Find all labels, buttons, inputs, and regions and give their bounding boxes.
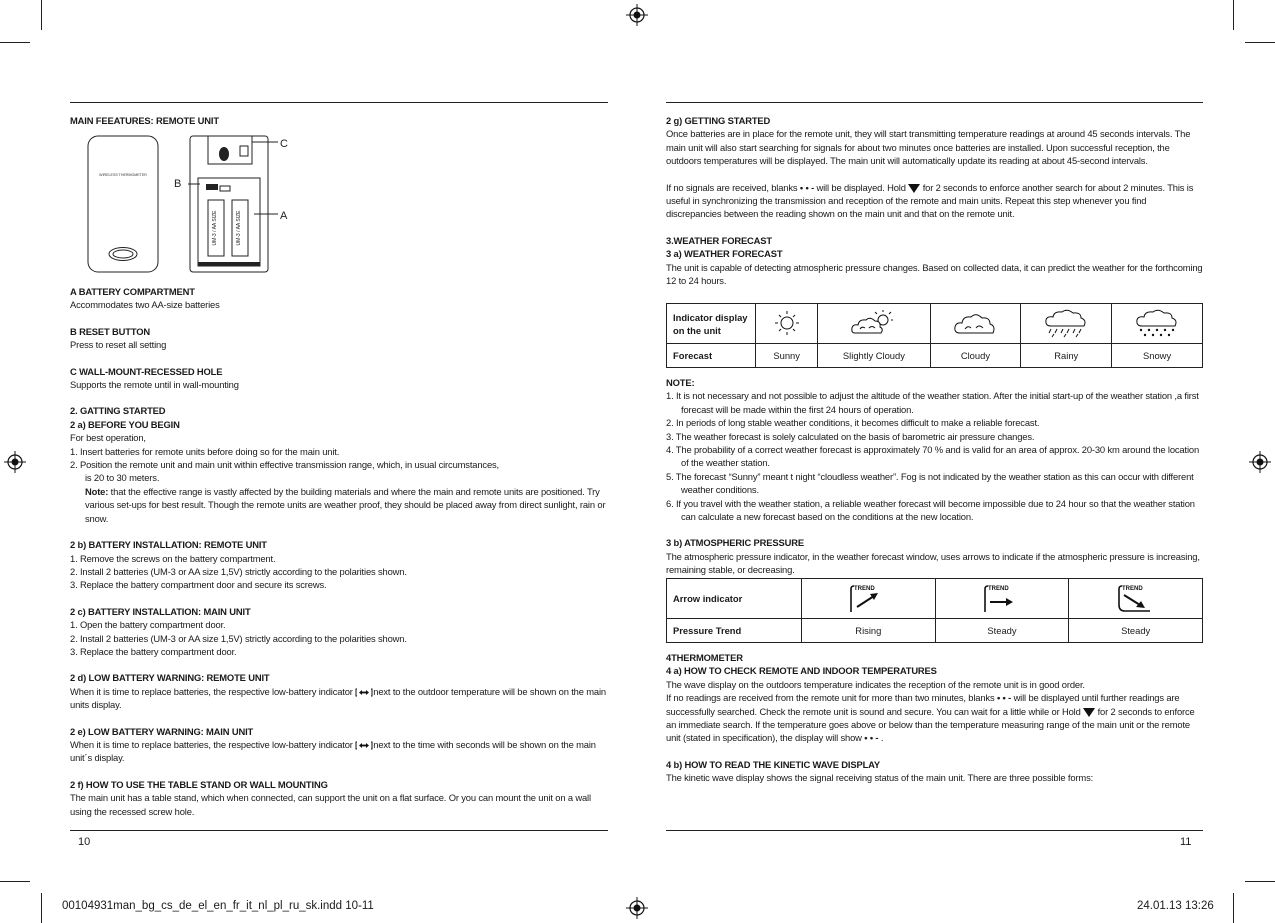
note-item: 1. It is not necessary and not possible to adjust the altitude of the weather station. After the initial start-up of the weather station ,a first forecast will be made within the first 24 hours of operation. (666, 390, 1199, 415)
section-2-title: 2. GATTING STARTED (70, 405, 166, 417)
section-2g-title: 2 g) GETTING STARTED (666, 115, 771, 126)
note-paragraph (70, 485, 610, 525)
rain-icon (1021, 304, 1112, 344)
left-page-content (70, 285, 610, 818)
section-4b-title: 4 b) HOW TO READ THE KINETIC WAVE DISPLAY (666, 758, 881, 770)
forecast-value: Rainy (1021, 344, 1112, 368)
forecast-value: Slightly Cloudy (818, 344, 930, 368)
down-triangle-icon (1083, 708, 1095, 717)
section-2g-p2 (666, 181, 1203, 221)
right-page-content-top (666, 114, 1203, 287)
bottom-rule (70, 830, 608, 831)
label-b: B (174, 178, 182, 190)
page-title: MAIN FEEATURES: REMOTE UNIT (70, 115, 219, 126)
section-2e-title: 2 e) LOW BATTERY WARNING: MAIN UNIT (70, 725, 254, 737)
part-a-title: A BATTERY COMPARTMENT (70, 286, 195, 297)
list-item: 3. Replace the battery compartment door and secure its screws. (70, 579, 327, 591)
remote-unit-figure (80, 132, 300, 278)
note-label: Note: (85, 485, 109, 497)
section-4a-line1: The wave display on the outdoors temperature indicates the reception of the remote unit is in good order. (666, 678, 1085, 690)
note-item: 6. If you travel with the weather station, a reliable weather forecast will become impossible due to 24 hour so that the weather station can calculate a new forecast based on the conditions at the new location. (666, 497, 1195, 523)
down-triangle-icon (908, 184, 920, 193)
list-item: 1. Insert batteries for remote units before doing so for the main unit. (70, 445, 340, 457)
part-b-desc: Press to reset all setting (70, 339, 167, 351)
battery-text: UM-3 / AA SIZE (212, 210, 218, 246)
section-4-title: 4THERMOMETER (666, 652, 743, 663)
right-page (638, 0, 1275, 923)
note-title: NOTE: (666, 377, 695, 388)
snow-icon (1112, 304, 1203, 344)
part-c-title: C WALL-MOUNT-RECESSED HOLE (70, 365, 223, 377)
forecast-value: Snowy (1112, 344, 1203, 368)
trend-word: TREND (854, 585, 875, 592)
list-item: 2. Install 2 batteries (UM-3 or AA size 1,5V) strictly according to the polarities shown. (70, 565, 407, 577)
list-item: 2. Install 2 batteries (UM-3 or AA size 1,5V) strictly according to the polarities shown. (70, 632, 407, 644)
section-2g-p1: Once batteries are in place for the remote unit, they will start transmitting temperature readings at around 45 seconds intervals. The main unit will also start searching for signals for about two minutes once batteries are installed. Upon successful reception, the outdoors temperatures will be displayed. The main unit will automatically update its reading at about 45-second intervals. (666, 128, 1191, 167)
page-number: 10 (78, 836, 91, 848)
section-2e-text (70, 738, 610, 765)
text-part: for 2 seconds to enforce an immediate search. If the temperature goes above or below than the temperature measuring range of the main unit or the remote unit (stated in specification), the display will show (666, 705, 1195, 744)
section-2d-text (70, 685, 610, 712)
note-item: 2. In periods of long stable weather conditions, it becomes difficult to make a reliable forecast. (666, 417, 1040, 429)
forecast-value: Cloudy (930, 344, 1021, 368)
section-3b-title: 3 b) ATMOSPHERIC PRESSURE (666, 537, 804, 549)
text-part: will be displayed. Hold (814, 181, 909, 193)
trend-down-icon (1069, 579, 1203, 619)
low-battery-icon (355, 741, 373, 750)
section-2a-intro: For best operation, (70, 432, 146, 444)
trend-word: TREND (1121, 585, 1143, 592)
section-2f-text: The main unit has a table stand, which when connected, can support the unit on a flat surface. Or you can mount the unit on a wall using the recessed screw hole. (70, 792, 591, 817)
wall-mount-hole (219, 147, 229, 161)
list-item: 1. Remove the screws on the battery compartment. (70, 552, 276, 564)
sun-icon (756, 304, 818, 344)
forecast-table (666, 303, 1203, 368)
text-part: If no signals are received, blanks (666, 181, 800, 193)
trend-value: Steady (935, 619, 1069, 643)
note-item: 4. The probability of a correct weather forecast is approximately 70 % and is valid for an area of approx. 20-30 km around the location of the weather station. (666, 444, 1200, 469)
pressure-table (666, 578, 1203, 643)
text-part: will be displayed until further readings are successfully searched. Check the remote unit is sound and secure. You can wait for a little while or Hold (666, 692, 1180, 717)
low-battery-icon (355, 688, 373, 697)
bottom-rule (666, 830, 1203, 831)
label-c: C (280, 138, 288, 150)
battery-text: UM-3 / AA SIZE (236, 210, 242, 246)
text-part: for 2 seconds to enforce another search for about 2 minutes. This is useful in synchronizing the transmission and reception of the remote and main units. Repeat this step whenever you find discrepancies between the reading shown on the main unit and that on the remote unit. (666, 181, 1194, 220)
blank-display-icon: • • - (996, 692, 1012, 704)
blank-display-icon: • • - (799, 181, 815, 193)
section-4a-paragraph (666, 691, 1203, 745)
section-2f-title: 2 f) HOW TO USE THE TABLE STAND OR WALL MOUNTING (70, 778, 328, 790)
partly-cloudy-icon (818, 304, 930, 344)
forecast-value: Sunny (756, 344, 818, 368)
list-item: 3. Replace the battery compartment door. (70, 645, 237, 657)
text-part: next to the outdoor temperature will be shown on the main units display. (70, 685, 606, 711)
trend-value: Rising (802, 619, 936, 643)
text-part: . (878, 732, 884, 744)
section-3b-text: The atmospheric pressure indicator, in the weather forecast window, uses arrows to indicate if the atmospheric pressure is increasing, remaining stable, or decreasing. (666, 550, 1200, 576)
part-b-title: B RESET BUTTON (70, 325, 151, 337)
text-part: next to the time with seconds will be shown on the main unit´s display. (70, 738, 596, 764)
trend-word: TREND (987, 585, 1009, 592)
note-item: 5. The forecast “Sunny” meant t night “cloudless weather”. Fog is not indicated by the weather station as this can occur with different weather conditions. (666, 470, 1194, 496)
section-3a-text: The unit is capable of detecting atmospheric pressure changes. Based on collected data, it can predict the weather for the forthcoming 12 to 24 hours. (666, 261, 1203, 287)
right-page-content-bottom (666, 651, 1203, 785)
forecast-label: Forecast (667, 344, 756, 368)
blank-display-icon: • • - (864, 732, 879, 744)
indicator-display-label: Indicator display on the unit (667, 304, 756, 344)
section-4a-title: 4 a) HOW TO CHECK REMOTE AND INDOOR TEMPERATURES (666, 665, 937, 677)
footer-file-name: 00104931man_bg_cs_de_el_en_fr_it_nl_pl_ru_sk.indd 10-11 (62, 900, 374, 912)
text-part: If no readings are received from the remote unit for more than two minutes, blanks (666, 692, 997, 704)
section-4b-text: The kinetic wave display shows the signal receiving status of the main unit. There are three possible forms: (666, 772, 1094, 784)
trend-value: Steady (1069, 619, 1203, 643)
text-part: When it is time to replace batteries, the respective low-battery indicator (70, 685, 356, 697)
note-item: 3. The weather forecast is solely calculated on the basis of barometric air pressure changes. (666, 430, 1035, 442)
page-number: 11 (1180, 836, 1192, 848)
list-item-continuation: is 20 to 30 meters. (85, 472, 160, 484)
section-2d-title: 2 d) LOW BATTERY WARNING: REMOTE UNIT (70, 672, 270, 684)
section-2b-title: 2 b) BATTERY INSTALLATION: REMOTE UNIT (70, 539, 267, 551)
section-2c-title: 2 c) BATTERY INSTALLATION: MAIN UNIT (70, 605, 251, 617)
cloud-icon (930, 304, 1021, 344)
trend-up-icon (802, 579, 936, 619)
right-page-notes (666, 376, 1203, 577)
pressure-trend-label: Pressure Trend (667, 619, 802, 643)
top-rule (666, 102, 1203, 103)
list-item: 2. Position the remote unit and main unit within effective transmission range, which, in usual circumstances, (70, 459, 500, 471)
top-rule (70, 102, 608, 103)
section-2a-title: 2 a) BEFORE YOU BEGIN (70, 418, 180, 430)
section-3-title: 3.WEATHER FORECAST (666, 234, 772, 246)
arrow-indicator-label: Arrow indicator (667, 579, 802, 619)
reset-button (220, 186, 230, 191)
note-text: that the effective range is vastly affected by the building materials and where the main and remote units are positioned. Try various set-ups for best result. Though the remote units are weather proof, they should be placed away from direct sunlight, rain or snow. (85, 485, 606, 524)
list-item: 1. Open the battery compartment door. (70, 619, 226, 631)
section-3a-title: 3 a) WEATHER FORECAST (666, 248, 783, 260)
part-a-desc: Accommodates two AA-size batteries (70, 299, 220, 311)
text-part: When it is time to replace batteries, the respective low-battery indicator (70, 738, 356, 750)
trend-steady-icon (935, 579, 1069, 619)
footer-date: 24.01.13 13:26 (1137, 900, 1214, 912)
device-text: WIRELESS THERMOMETER (99, 173, 147, 177)
label-a: A (280, 210, 288, 222)
part-c-desc: Supports the remote until in wall-mounting (70, 379, 239, 391)
